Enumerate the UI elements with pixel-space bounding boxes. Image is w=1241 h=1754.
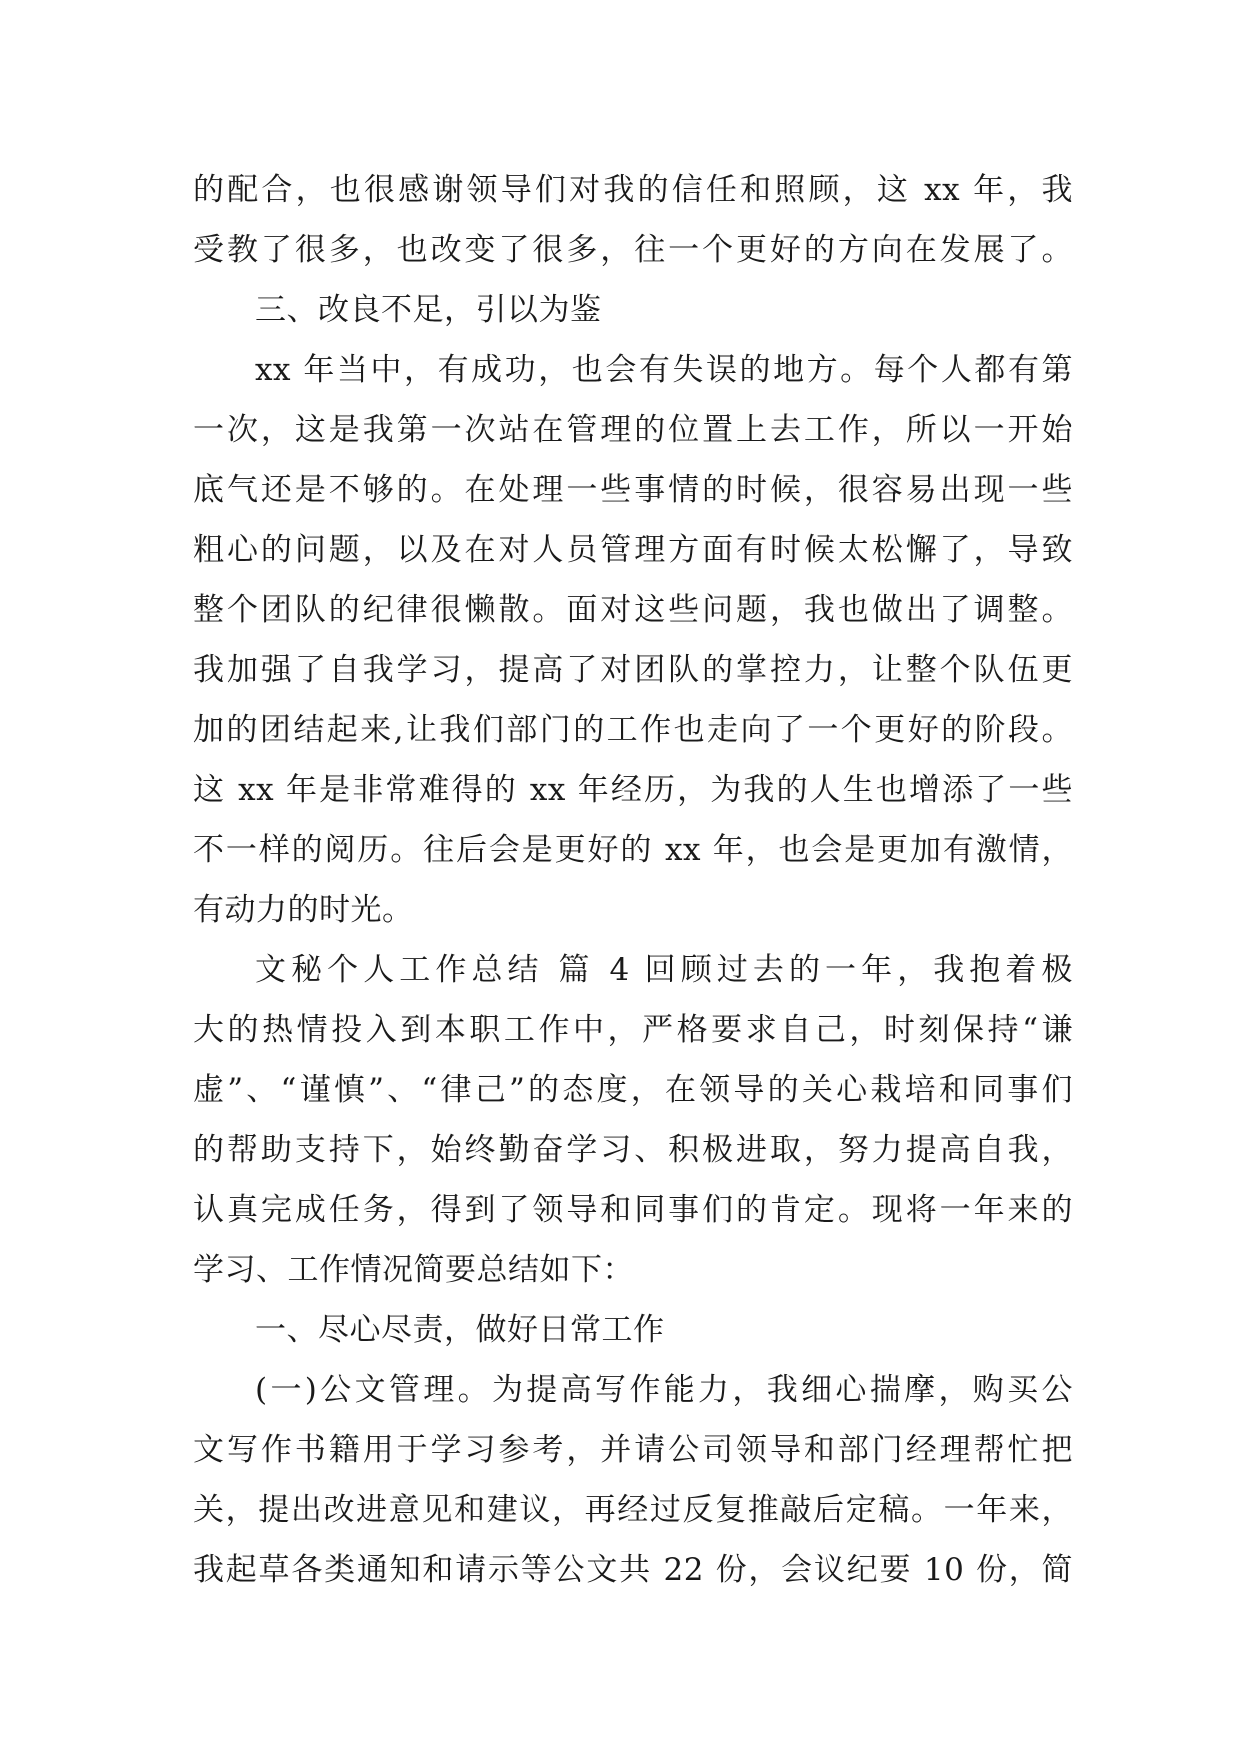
text-line: 认真完成任务，得到了领导和同事们的肯定。现将一年来的 (193, 1192, 1073, 1228)
text-line: 大的热情投入到本职工作中，严格要求自己，时刻保持“谦 (193, 1012, 1073, 1048)
text-line: 文秘个人工作总结 篇 4 回顾过去的一年，我抱着极 (255, 952, 1073, 988)
text-line: 加的团结起来,让我们部门的工作也走向了一个更好的阶段。 (193, 712, 1073, 748)
text-line: 一次，这是我第一次站在管理的位置上去工作，所以一开始 (193, 412, 1073, 448)
text-line: 整个团队的纪律很懒散。面对这些问题，我也做出了调整。 (193, 592, 1073, 628)
text-line: 有动力的时光。 (193, 892, 414, 928)
text-line: 受教了很多，也改变了很多，往一个更好的方向在发展了。 (193, 232, 1073, 268)
text-line: 虚”、“谨慎”、“律己”的态度，在领导的关心栽培和同事们 (193, 1072, 1073, 1108)
text-line: 不一样的阅历。往后会是更好的 xx 年，也会是更加有激情， (193, 832, 1073, 868)
text-line: 底气还是不够的。在处理一些事情的时候，很容易出现一些 (193, 472, 1073, 508)
text-line: 文写作书籍用于学习参考，并请公司领导和部门经理帮忙把 (193, 1432, 1073, 1468)
text-line: 学习、工作情况简要总结如下： (193, 1252, 634, 1288)
text-line: 的配合，也很感谢领导们对我的信任和照顾，这 xx 年，我 (193, 172, 1073, 208)
text-line: (一)公文管理。为提高写作能力，我细心揣摩，购买公 (255, 1372, 1073, 1408)
text-line: 一、尽心尽责，做好日常工作 (255, 1312, 665, 1348)
text-line: 这 xx 年是非常难得的 xx 年经历，为我的人生也增添了一些 (193, 772, 1073, 808)
text-line: 我起草各类通知和请示等公文共 22 份，会议纪要 10 份，简 (193, 1552, 1073, 1588)
document-body (193, 160, 1073, 1600)
text-line: 关，提出改进意见和建议，再经过反复推敲后定稿。一年来， (193, 1492, 1073, 1528)
text-line: 我加强了自我学习，提高了对团队的掌控力，让整个队伍更 (193, 652, 1073, 688)
text-line: 粗心的问题，以及在对人员管理方面有时候太松懈了，导致 (193, 532, 1073, 568)
text-line: xx 年当中，有成功，也会有失误的地方。每个人都有第 (255, 352, 1073, 388)
text-line: 的帮助支持下，始终勤奋学习、积极进取，努力提高自我， (193, 1132, 1073, 1168)
text-line: 三、改良不足，引以为鉴 (255, 292, 602, 328)
